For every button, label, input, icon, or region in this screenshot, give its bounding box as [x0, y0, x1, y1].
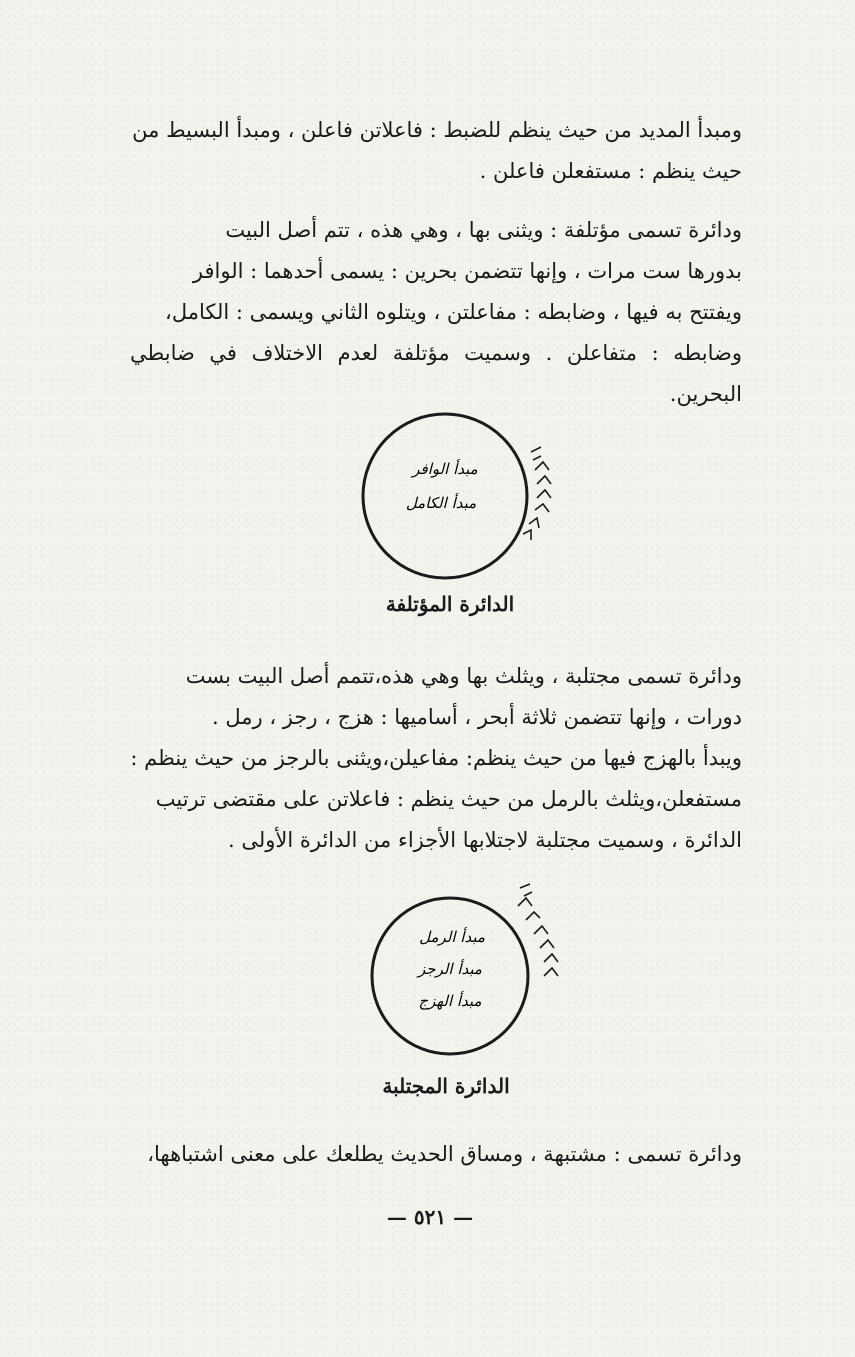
circle-label-kamil: مبدأ الكامل — [405, 494, 477, 512]
text-line: ويفتتح به فيها ، وضابطه : مفاعلتن ، ويتلوه الثاني ويسمى : الكامل، — [165, 300, 742, 324]
circle-label-ramal: مبدأ الرمل — [419, 928, 485, 946]
circle-label-hazaj: مبدأ الهزج — [418, 992, 482, 1010]
paragraph-mujtaliba — [130, 656, 742, 861]
text-line: وضابطه : متفاعلن . وسميت مؤتلفة لعدم الاختلاف في ضابطي البحرين. — [130, 341, 742, 406]
prosody-marks — [518, 884, 558, 976]
paragraph-madid-basit — [130, 110, 742, 192]
text-line: ودائرة تسمى : مشتبهة ، ومساق الحديث يطلعك على معنى اشتباهها، — [147, 1142, 742, 1166]
page-number: — ٥٢١ — — [386, 1205, 474, 1229]
mutalifa-circle-diagram — [355, 400, 565, 590]
text-line: حيث ينظم : مستفعلن فاعلن . — [479, 159, 742, 183]
text-line: بدورها ست مرات ، وإنها تتضمن بحرين : يسمى أحدهما : الوافر — [192, 259, 742, 283]
text-line: ودائرة تسمى مجتلبة ، ويثلث بها وهي هذه،تتمم أصل البيت بست — [185, 664, 742, 688]
text-line: دورات ، وإنها تتضمن ثلاثة أبحر ، أساميها : هزج ، رجز ، رمل . — [212, 705, 742, 729]
text-line: ومبدأ المديد من حيث ينظم للضبط : فاعلاتن فاعلن ، ومبدأ البسيط من — [132, 118, 742, 142]
mujtaliba-circle-diagram — [360, 880, 570, 1070]
paragraph-mushtabiha — [130, 1134, 742, 1175]
text-line: مستفعلن،ويثلث بالرمل من حيث ينظم : فاعلاتن على مقتضى ترتيب — [155, 787, 742, 811]
text-line: الدائرة ، وسميت مجتلبة لاجتلابها الأجزاء من الدائرة الأولى . — [227, 828, 742, 852]
paragraph-mutalifa — [130, 210, 742, 415]
circle-label-rajaz: مبدأ الرجز — [418, 960, 482, 978]
circle-label-wafir: مبدأ الوافر — [412, 460, 478, 478]
text-line: ويبدأ بالهزج فيها من حيث ينظم: مفاعيلن،ويثنى بالرجز من حيث ينظم : — [130, 746, 742, 770]
diagram-caption-mutalifa: الدائرة المؤتلفة — [385, 592, 515, 616]
diagram-caption-mujtaliba: الدائرة المجتلبة — [382, 1074, 510, 1098]
text-line: ودائرة تسمى مؤتلفة : ويثنى بها ، وهي هذه ، تتم أصل البيت — [225, 218, 742, 242]
